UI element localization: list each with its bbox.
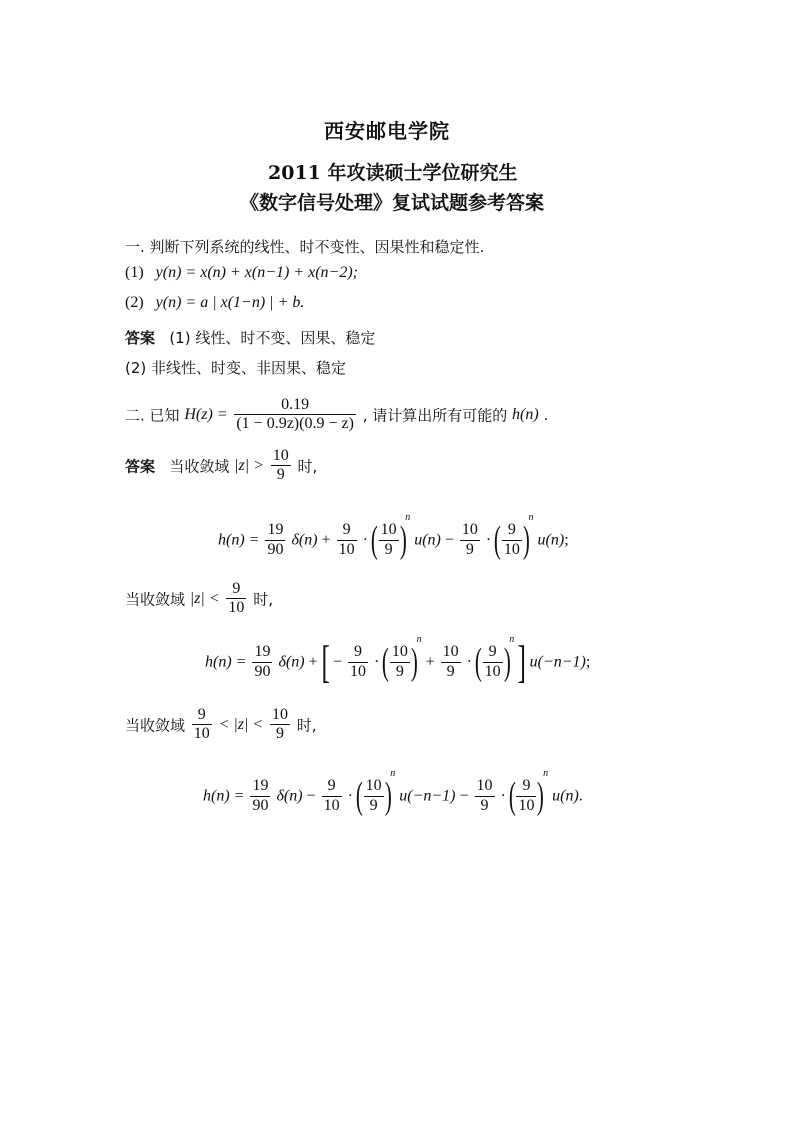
q2-case3-lower-frac — [192, 706, 212, 744]
q1-item2 — [125, 294, 304, 312]
eq1-minus: − — [444, 531, 454, 549]
q2-case3-prefix: 当收敛域 — [125, 716, 186, 735]
eq2-frac-9-10 — [348, 643, 368, 681]
frac-den: 9 — [480, 796, 489, 814]
frac-num: 9 — [502, 521, 522, 540]
q1-answer1: (1) 线性、时不变、因果、稳定 — [169, 329, 376, 347]
frac-den: 9 — [384, 540, 393, 558]
eq3-frac-10-9b — [475, 777, 495, 815]
frac-num: 10 — [379, 521, 399, 540]
frac-den: 9 — [446, 662, 455, 680]
eq1-delta: δ(n) — [291, 531, 318, 549]
q2-answer-label: 答案 — [125, 457, 156, 476]
bracket-left: [ — [321, 636, 330, 688]
paren-right: ) — [410, 641, 418, 684]
q1-answer-line1 — [125, 327, 375, 348]
frac-den: 9 — [276, 466, 285, 484]
q1-item1-label: (1) — [125, 264, 144, 281]
frac-den: 10 — [338, 540, 355, 558]
q1-answer-label: 答案 — [125, 329, 156, 347]
q2-hz-fraction — [234, 396, 356, 434]
eq2-frac-10-9 — [390, 643, 410, 681]
q2-case2-cond-frac — [226, 580, 246, 618]
q2-case2-cond: |z| < — [189, 589, 220, 607]
eq1-frac-10-9 — [379, 521, 399, 559]
eq2-frac-9-10b — [483, 643, 503, 681]
q2-prompt-suffix: , 请计算出所有可能的 — [362, 406, 508, 425]
q2-case1-cond-frac — [271, 447, 291, 485]
eq2-dot: · — [373, 653, 380, 671]
eq2-frac-19-90 — [252, 643, 272, 681]
frac-den: 10 — [518, 796, 535, 814]
frac-den: 10 — [323, 796, 340, 814]
q2-hz-den: (1 − 0.9z)(0.9 − z) — [236, 415, 354, 433]
eq2-semi: ; — [585, 653, 591, 671]
q2-case2-suffix: 时, — [253, 590, 273, 609]
q2-case1-prefix: 当收敛域 — [169, 457, 230, 476]
paren-left: ( — [494, 519, 502, 562]
eq3-u2: u(n) — [552, 787, 579, 805]
q1-prompt: 一. 判断下列系统的线性、时不变性、因果性和稳定性. — [125, 238, 485, 256]
frac-den: 9 — [465, 540, 474, 558]
eq1-frac-19-90 — [265, 521, 285, 559]
q2-case1-equation — [218, 512, 569, 562]
exp: n — [509, 634, 515, 645]
q2-case1-cond: |z| > — [234, 456, 264, 474]
eq3-period: . — [578, 787, 583, 805]
eq1-lhs: h(n) = — [218, 531, 260, 549]
frac-num: 10 — [441, 643, 461, 662]
paren-left: ( — [474, 641, 482, 684]
paren-left: ( — [370, 519, 378, 562]
frac-num: 10 — [364, 777, 384, 796]
eq2-plus2: + — [425, 653, 435, 671]
paren-right: ) — [399, 519, 407, 562]
eq1-dot: · — [362, 531, 368, 549]
bracket-right: ] — [517, 636, 527, 688]
frac-num: 10 — [475, 777, 495, 796]
frac-num: 10 — [270, 706, 290, 725]
paren-right: ) — [537, 775, 545, 818]
eq3-minus2: − — [459, 787, 469, 805]
q2-case3-mid: < |z| < — [218, 715, 264, 733]
eq1-frac-10-9b — [460, 521, 480, 559]
frac-den: 9 — [395, 662, 404, 680]
eq3-frac-9-10 — [322, 777, 342, 815]
exam-year-title: 2011 年攻读硕士学位研究生 — [268, 162, 518, 184]
eq3-u: u(−n−1) — [399, 787, 456, 805]
eq2-u: u(−n−1) — [529, 653, 586, 671]
paren-left: ( — [355, 775, 363, 818]
frac-num: 10 — [460, 521, 480, 540]
eq3-dot2: · — [500, 787, 506, 805]
q2-case2-prefix: 当收敛域 — [125, 590, 186, 609]
exp: n — [390, 768, 396, 779]
eq2-lhs: h(n) = — [205, 653, 247, 671]
paren-right: ) — [522, 519, 530, 562]
eq3-dot: · — [347, 787, 353, 805]
eq3-lhs: h(n) = — [203, 787, 245, 805]
frac-num: 9 — [322, 777, 342, 796]
q1-answer2: (2) 非线性、时变、非因果、稳定 — [125, 359, 347, 377]
eq1-u2: u(n) — [537, 531, 565, 549]
q1-item2-eq: y(n) = a | x(1−n) | + b. — [155, 294, 305, 311]
frac-den: 90 — [254, 662, 271, 680]
paren-left: ( — [508, 775, 516, 818]
frac-num: 19 — [252, 643, 272, 662]
frac-den: 10 — [484, 662, 501, 680]
frac-den: 10 — [349, 662, 366, 680]
exp: n — [416, 634, 422, 645]
frac-num: 19 — [265, 521, 285, 540]
exp: n — [405, 512, 411, 523]
eq1-frac-9-10b — [502, 521, 522, 559]
exam-subject-title: 《数字信号处理》复试试题参考答案 — [240, 192, 545, 214]
eq1-plus: + — [321, 531, 331, 549]
eq2-frac-10-9b — [441, 643, 461, 681]
eq3-frac-10-9 — [364, 777, 384, 815]
eq2-delta: δ(n) — [278, 653, 305, 671]
frac-den: 9 — [369, 796, 378, 814]
frac-num: 9 — [337, 521, 357, 540]
eq3-frac-19-90 — [250, 777, 270, 815]
paren-right: ) — [384, 775, 392, 818]
eq2-dot2: · — [466, 653, 472, 671]
frac-num: 9 — [483, 643, 503, 662]
q2-case1 — [125, 447, 317, 485]
frac-num: 9 — [516, 777, 536, 796]
eq1-u: u(n) — [414, 531, 441, 549]
school-title: 西安邮电学院 — [324, 119, 450, 143]
q2-case2 — [125, 580, 273, 618]
q2-prompt-end: . — [543, 405, 549, 424]
frac-den: 10 — [228, 599, 245, 617]
q2-prompt-prefix: 二. 已知 — [125, 406, 180, 425]
q2-case1-suffix: 时, — [297, 457, 318, 476]
eq2-plus: + — [308, 653, 318, 671]
q2-case3-suffix: 时, — [296, 716, 317, 735]
frac-den: 10 — [193, 725, 210, 743]
q2-case3 — [125, 706, 317, 744]
eq1-frac-9-10 — [337, 521, 357, 559]
frac-num: 19 — [250, 777, 270, 796]
exp: n — [528, 512, 534, 523]
q2-hz-lhs: H(z) = — [184, 405, 228, 423]
eq1-dot2: · — [485, 531, 492, 549]
frac-num: 10 — [271, 447, 291, 466]
q2-prompt — [125, 396, 548, 434]
q2-case3-upper-frac — [270, 706, 290, 744]
frac-den: 9 — [275, 725, 284, 743]
exp: n — [543, 768, 549, 779]
frac-den: 90 — [252, 796, 269, 814]
frac-den: 10 — [503, 540, 520, 558]
q2-hn: h(n) — [512, 405, 539, 423]
eq2-neg: − — [332, 653, 342, 671]
eq3-minus: − — [306, 787, 316, 805]
q2-case2-equation — [205, 634, 591, 688]
q2-case3-equation — [203, 768, 583, 818]
frac-den: 90 — [267, 540, 284, 558]
q2-hz-num: 0.19 — [234, 396, 356, 415]
q1-item1 — [125, 264, 358, 282]
frac-num: 10 — [390, 643, 410, 662]
eq3-frac-9-10b — [516, 777, 536, 815]
frac-num: 9 — [348, 643, 368, 662]
paren-left: ( — [382, 641, 390, 684]
frac-num: 9 — [226, 580, 246, 599]
q1-item1-eq: y(n) = x(n) + x(n−1) + x(n−2); — [155, 264, 358, 281]
paren-right: ) — [503, 641, 511, 684]
eq1-semi: ; — [564, 531, 569, 549]
q1-item2-label: (2) — [125, 294, 144, 311]
frac-num: 9 — [192, 706, 212, 725]
eq3-delta: δ(n) — [276, 787, 303, 805]
